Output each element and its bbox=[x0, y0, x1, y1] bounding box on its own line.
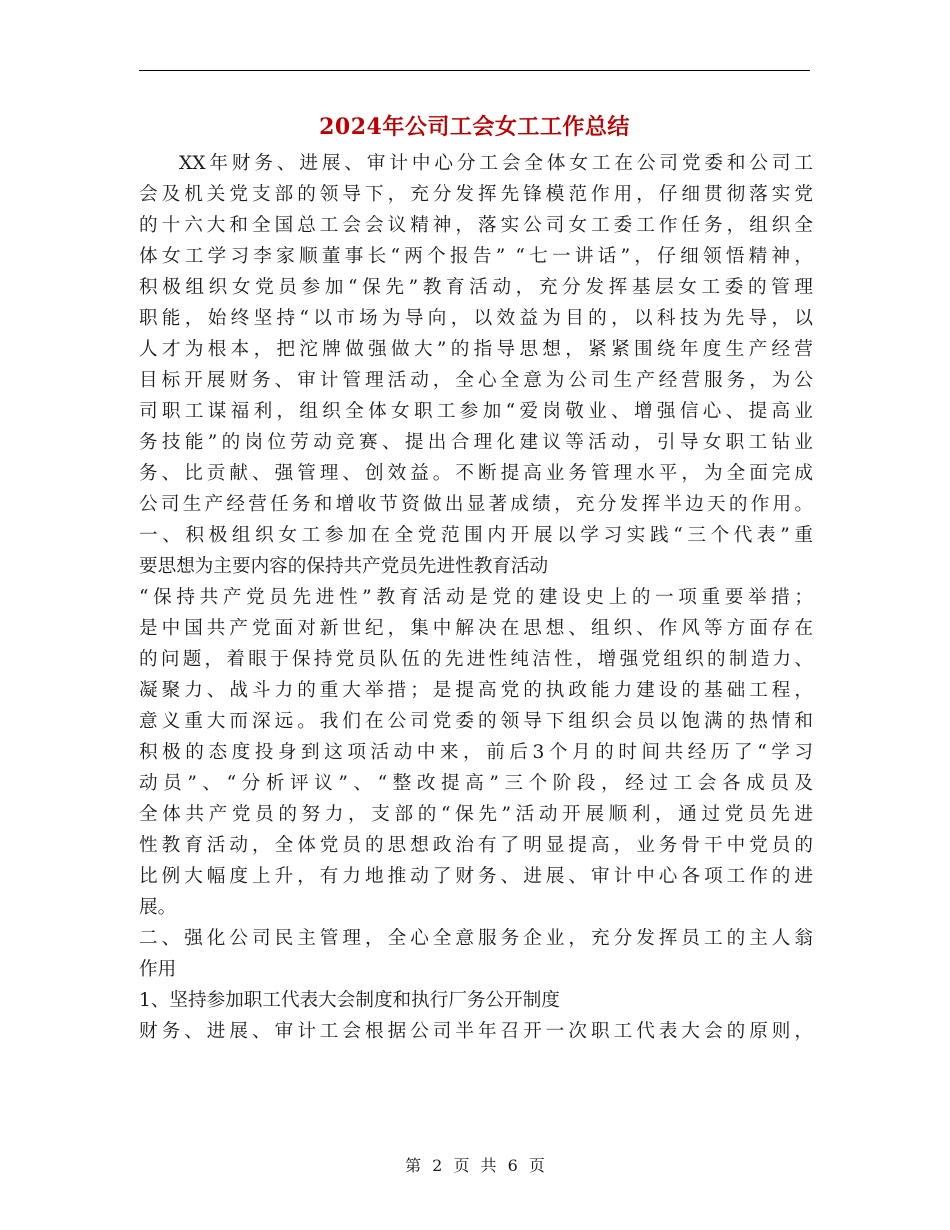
body-line: 比例大幅度上升，有力地推动了财务、进展、审计中心各项工作的进 bbox=[139, 866, 813, 887]
body-line: 财务、进展、审计工会根据公司半年召开一次职工代表大会的原则， bbox=[139, 1021, 813, 1042]
body-line: 司职工谋福利，组织全体女职工参加“爱岗敬业、增强信心、提高业 bbox=[139, 401, 813, 422]
body-line: 全体共产党员的努力，支部的“保先”活动开展顺利，通过党员先进 bbox=[139, 804, 813, 825]
body-line: 积极的态度投身到这项活动中来，前后3个月的时间共经历了“学习 bbox=[139, 742, 813, 763]
body-line: 凝聚力、战斗力的重大举措；是提高党的执政能力建设的基础工程， bbox=[139, 680, 813, 701]
section-heading-1-line: 要思想为主要内容的保持共产党员先进性教育活动 bbox=[139, 556, 549, 577]
body-line: XX年财务、进展、审计中心分工会全体女工在公司党委和公司工 bbox=[179, 153, 813, 174]
body-line: 会及机关党支部的领导下，充分发挥先锋模范作用，仔细贯彻落实党 bbox=[139, 184, 813, 205]
subsection-heading: 1、坚持参加职工代表大会制度和执行厂务公开制度 bbox=[139, 990, 560, 1011]
section-heading-1-line: 一、积极组织女工参加在全党范围内开展以学习实践“三个代表”重 bbox=[139, 525, 813, 546]
document-body bbox=[139, 148, 813, 1047]
body-line: 公司生产经营任务和增收节资做出显著成绩，充分发挥半边天的作用。 bbox=[139, 494, 813, 515]
section-heading-2-line: 二、强化公司民主管理，全心全意服务企业，充分发挥员工的主人翁 bbox=[139, 928, 813, 949]
body-line: 性教育活动，全体党员的思想政治有了明显提高，业务骨干中党员的 bbox=[139, 835, 813, 856]
body-line: 是中国共产党面对新世纪，集中解决在思想、组织、作风等方面存在 bbox=[139, 618, 813, 639]
body-line: 人才为根本，把沱牌做强做大”的指导思想，紧紧围绕年度生产经营 bbox=[139, 339, 813, 360]
body-line: 动员”、“分析评议”、“整改提高”三个阶段，经过工会各成员及 bbox=[139, 773, 813, 794]
body-line: 意义重大而深远。我们在公司党委的领导下组织会员以饱满的热情和 bbox=[139, 711, 813, 732]
header-rule bbox=[139, 70, 810, 71]
document-title: 2024年公司工会女工工作总结 bbox=[319, 114, 630, 140]
body-line: 目标开展财务、审计管理活动，全心全意为公司生产经营服务，为公 bbox=[139, 370, 813, 391]
body-line: 体女工学习李家顺董事长“两个报告” “七一讲话”，仔细领悟精神， bbox=[139, 246, 813, 267]
body-line: 务技能”的岗位劳动竞赛、提出合理化建议等活动，引导女职工钻业 bbox=[139, 432, 813, 453]
body-line: 的十六大和全国总工会会议精神，落实公司女工委工作任务，组织全 bbox=[139, 215, 813, 236]
body-line: 的问题，着眼于保持党员队伍的先进性纯洁性，增强党组织的制造力、 bbox=[139, 649, 813, 670]
body-line: 职能，始终坚持“以市场为导向，以效益为目的，以科技为先导，以 bbox=[139, 308, 813, 329]
body-line: 展。 bbox=[139, 897, 177, 918]
section-heading-2-line: 作用 bbox=[139, 959, 177, 980]
body-line: “保持共产党员先进性”教育活动是党的建设史上的一项重要举措； bbox=[139, 587, 813, 608]
body-line: 务、比贡献、强管理、创效益。不断提高业务管理水平，为全面完成 bbox=[139, 463, 813, 484]
page-number: 第 2 页 共 6 页 bbox=[405, 1156, 545, 1175]
body-line: 积极组织女党员参加“保先”教育活动，充分发挥基层女工委的管理 bbox=[139, 277, 813, 298]
